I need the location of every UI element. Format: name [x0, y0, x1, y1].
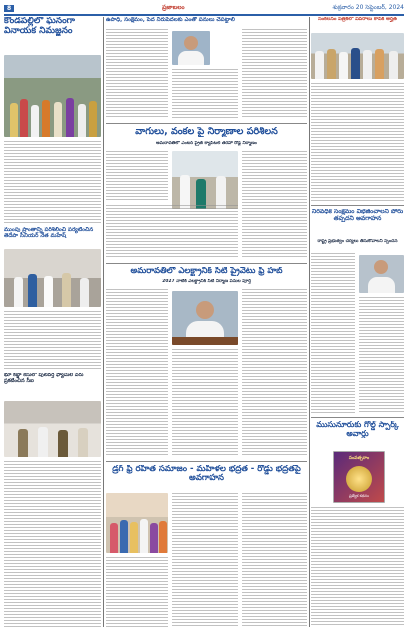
article-headline: భూ కబ్జా కేసులో పులివర్తి ఫ్యామిలీ పేరు ప్రకటించిన సీఐ: [4, 373, 84, 384]
column-divider: [309, 17, 310, 627]
article-headline: ముంపు ప్రాంతాన్ని పరిశీలించి పర్యటించిన తెదేపా సీనియర్ నేత మహేష్: [4, 227, 94, 240]
lead-subheadline: 2027 నాటికి ఎలక్ట్రానిక్ సిటీ నిర్మాణ పనుల పూర్తి: [162, 279, 251, 284]
article-headline: ఉపాధి, సంక్షేమం, పేద నిరుపేదలకు ఎంతో పనులు చేపట్టాలి: [106, 17, 235, 23]
minister-portrait-photo: [172, 31, 210, 65]
article-headline: వాగులు, వంకల పై నిర్మాణాల పరిశీలన: [135, 127, 278, 137]
article-body: [106, 29, 168, 119]
procession-photo: [4, 55, 101, 137]
article-body: [106, 151, 168, 201]
article-body: [311, 253, 355, 413]
medal-icon: [346, 466, 372, 492]
poster-tagline: ప్రత్యేక కథనం: [349, 493, 369, 498]
article-body: [359, 297, 404, 413]
article-body: [4, 141, 101, 223]
column-right: [311, 17, 404, 627]
article-body: [4, 311, 101, 369]
article-body: [242, 29, 307, 119]
article-headline: నిరవధిక సంక్షేమం విభజించాలని పోరు తప్పదని అవగాహన: [311, 209, 404, 222]
article-headline: ముసునూరుకు గోల్డ్ స్పార్క్ అవార్డు: [316, 421, 399, 438]
article-body: [172, 349, 238, 457]
lead-headline: అమరావతిలో ఎలక్ట్రానిక్ సిటీ ప్రైవేటు ఫ్రీ హబ్: [130, 267, 283, 276]
article-subheadline: అమరావతిలో ఎంటర్ ప్రైజ్ క్యాపిటల్ తరహా రోడ్ల నిర్మాణం: [156, 141, 257, 146]
article-headline: కొండపల్లిలో ఘనంగా వినాయక నిమజ్జనం: [4, 17, 75, 36]
officials-group-photo: [311, 33, 404, 79]
article-body: [172, 493, 238, 627]
column-center: [106, 17, 307, 627]
article-headline: సంకలనం పత్రికలో వివరాలు కాపీకి అర్హత: [318, 17, 397, 22]
police-station-photo: [4, 401, 101, 457]
masthead: [4, 2, 404, 16]
site-inspection-photo: [172, 151, 238, 209]
leader-portrait-photo: [359, 255, 404, 293]
awareness-program-photo: [106, 493, 168, 553]
award-poster-image: [333, 451, 385, 503]
issue-date: శుక్రవారం 20 సెప్టెంబర్, 2024: [332, 4, 404, 11]
page-number: 8: [4, 5, 14, 12]
article-body: [106, 205, 238, 259]
article-body: [106, 557, 168, 627]
article-body: [106, 289, 168, 457]
article-body: [4, 461, 101, 627]
article-subheadline: రాష్ట్ర ప్రభుత్వం చర్యలు తీసుకోవాలని స్పందన: [317, 239, 398, 244]
article-body: [242, 151, 307, 259]
speaker-photo: [172, 291, 238, 345]
paper-name: ప్రజాబలం: [162, 4, 185, 11]
article-body: [311, 507, 404, 627]
column-divider: [103, 17, 104, 627]
column-left: [4, 17, 101, 627]
article-body: [242, 289, 307, 457]
article-body: [242, 493, 307, 627]
article-headline: డ్రగ్ ఫ్రీ రహిత సమాజం - మహిళల భద్రత - రోడ్డు భద్రతపై అవగాహన: [112, 465, 301, 484]
poster-brand: సంవత్సరాం: [348, 456, 370, 461]
flood-area-photo: [4, 249, 101, 307]
article-body: [311, 83, 404, 201]
article-body: [172, 69, 238, 119]
